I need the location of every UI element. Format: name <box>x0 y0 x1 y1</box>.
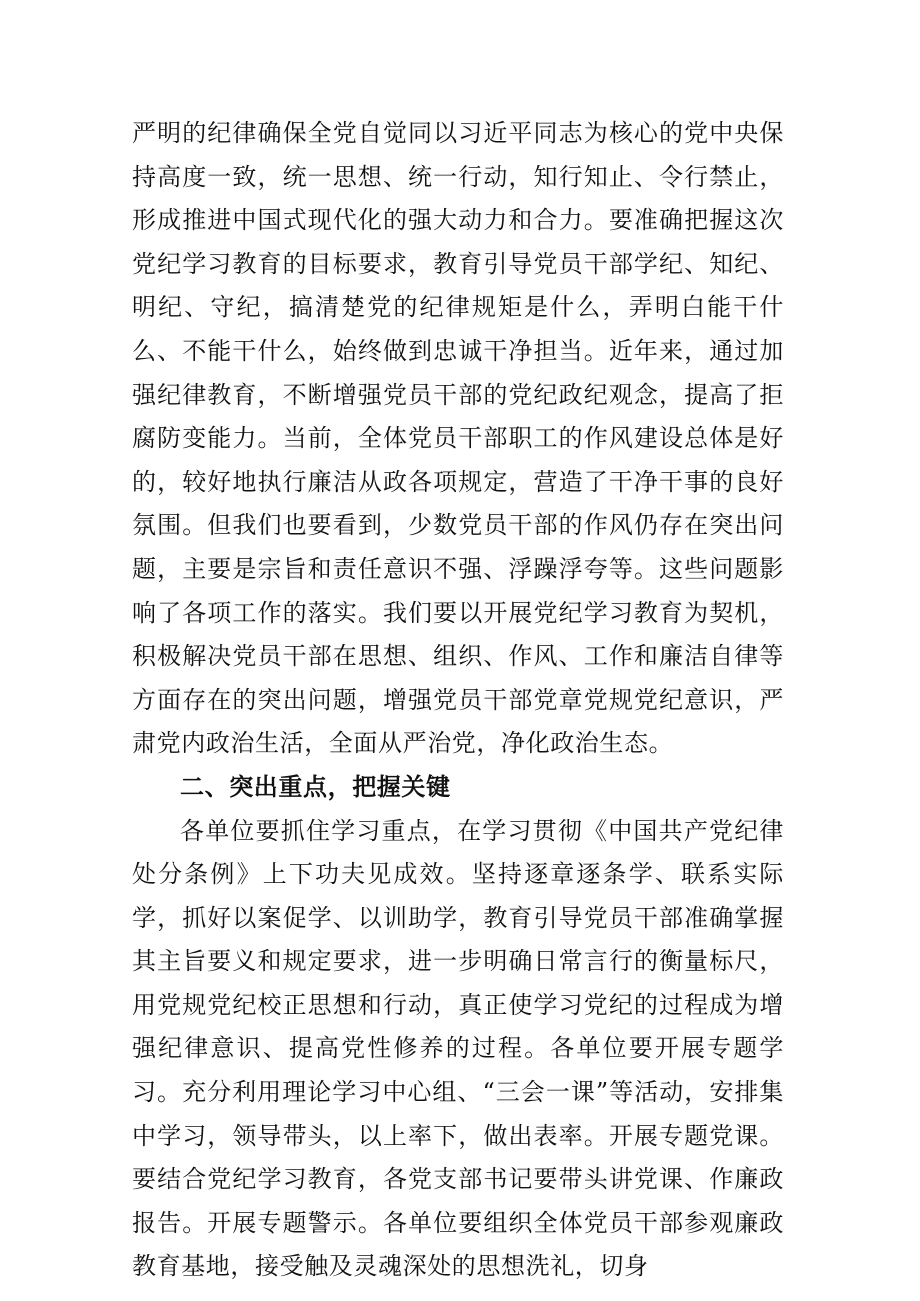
section-heading: 二、突出重点，把握关键 <box>180 772 451 801</box>
body-paragraph-continued: 严明的纪律确保全党自觉同以习近平同志为核心的党中央保持高度一致，统一思想、统一行动，知行知止、令行禁止，形成推进中国式现代化的强大动力和合力。要准确把握这次党纪学习教育的目标要求，教育引导党员干部学纪、知纪、明纪、守纪，搞清楚党的纪律规矩是什么，弄明白能干什么、不能干什么，始终做到忠诚干净担当。近年来，通过加强纪律教育，不断增强党员干部的党纪政纪观念，提高了拒腐防变能力。当前，全体党员干部职工的作风建设总体是好的，较好地执行廉洁从政各项规定，营造了干净干事的良好氛围。但我们也要看到，少数党员干部的作风仍存在突出问题，主要是宗旨和责任意识不强、浮躁浮夸等。这些问题影响了各项工作的落实。我们要以开展党纪学习教育为契机，积极解决党员干部在思想、组织、作风、工作和廉洁自律等方面存在的突出问题，增强党员干部党章党规党纪意识，严肃党内政治生活，全面从严治党，净化政治生态。 <box>132 119 784 758</box>
document-body <box>132 112 784 1289</box>
body-paragraph-section-2: 各单位要抓住学习重点，在学习贯彻《中国共产党纪律处分条例》上下功夫见成效。坚持逐章逐条学、联系实际学，抓好以案促学、以训助学，教育引导党员干部准确掌握其主旨要义和规定要求，进一步明确日常言行的衡量标尺，用党规党纪校正思想和行动，真正使学习党纪的过程成为增强纪律意识、提高党性修养的过程。各单位要开展专题学习。充分利用理论学习中心组、“三会一课”等活动，安排集中学习，领导带头，以上率下，做出表率。开展专题党课。要结合党纪学习教育，各党支部书记要带头讲党课、作廉政报告。开展专题警示。各单位要组织全体党员干部参观廉政教育基地，接受触及灵魂深处的思想洗礼，切身 <box>132 816 784 1281</box>
